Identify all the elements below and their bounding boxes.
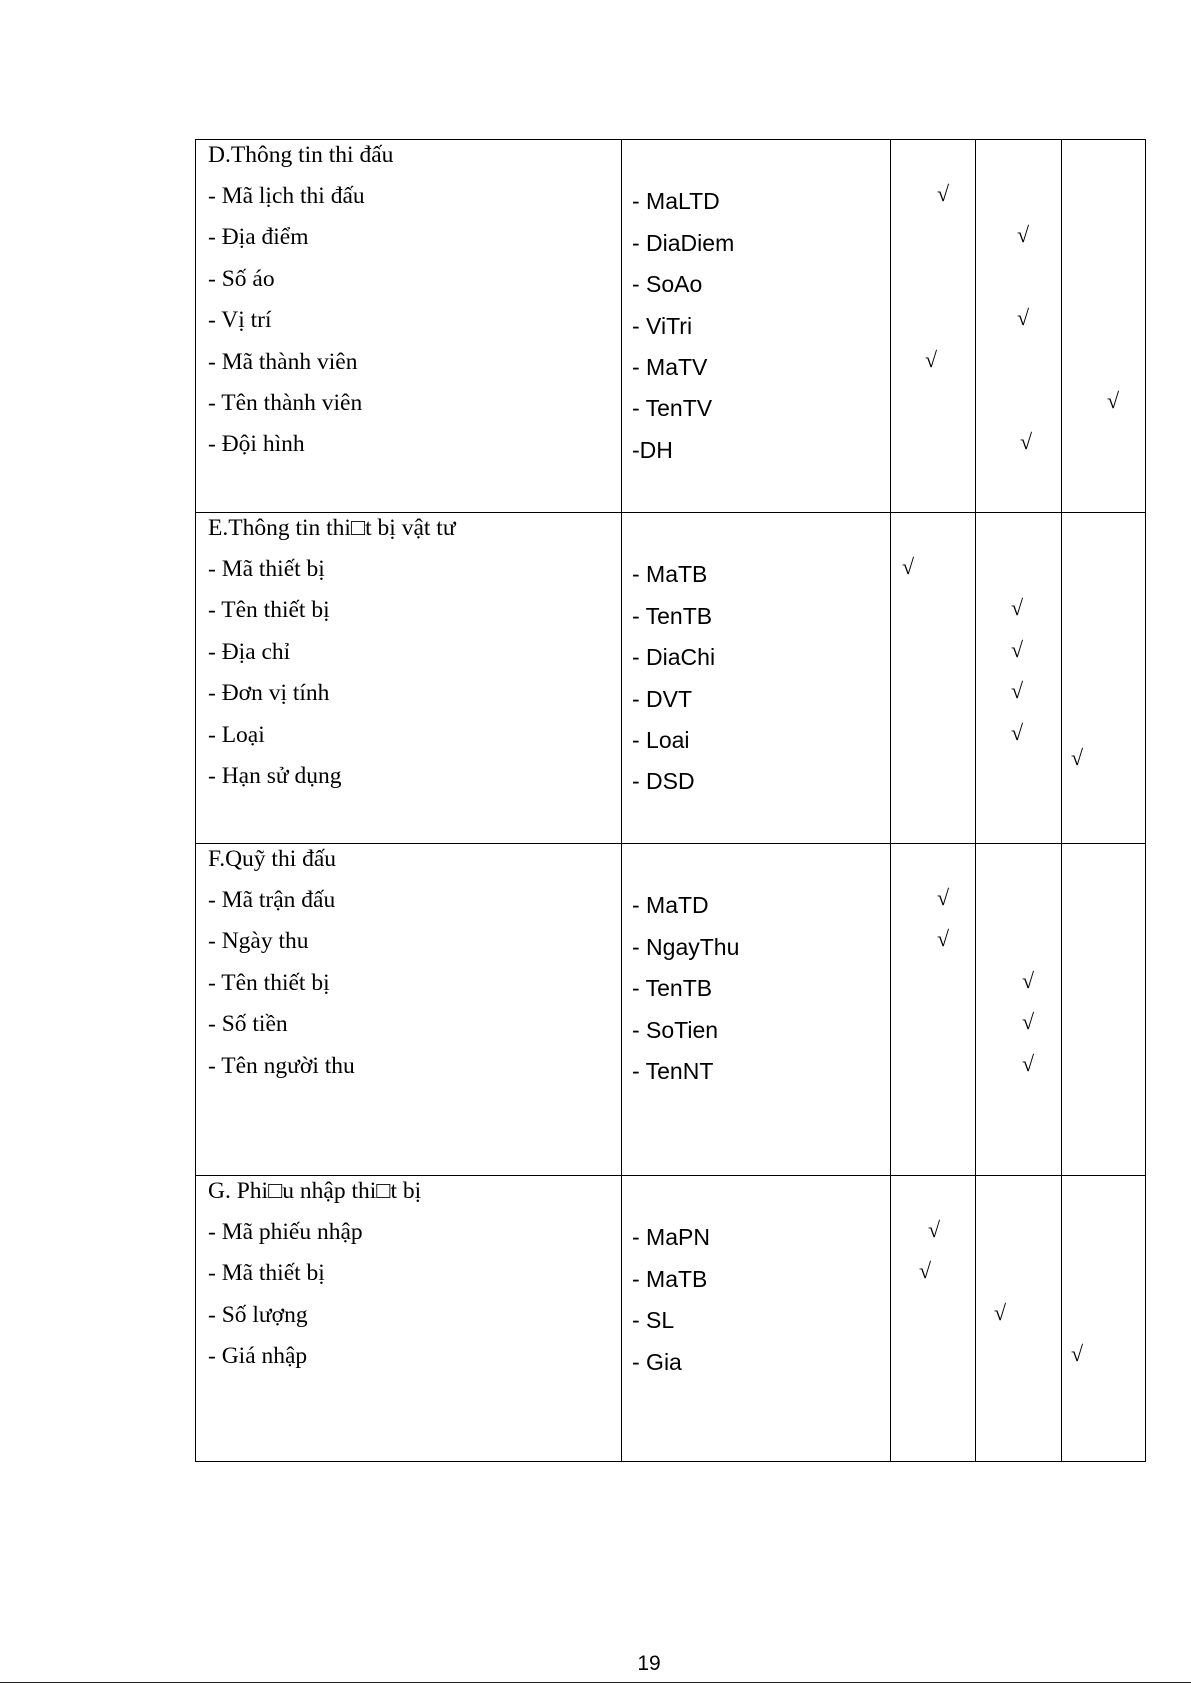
page-number: 19 bbox=[637, 1652, 661, 1675]
table-section bbox=[196, 844, 1145, 1176]
footer-rule bbox=[0, 1682, 1191, 1683]
check-mark: √ bbox=[1010, 678, 1024, 704]
check-mark: √ bbox=[1016, 305, 1030, 331]
field-label: - Số tiền bbox=[208, 1011, 288, 1038]
check-mark: √ bbox=[936, 181, 950, 206]
field-code: - DiaChi bbox=[632, 644, 716, 671]
table-section bbox=[196, 140, 1145, 513]
field-label: - Mã thiết bị bbox=[208, 556, 325, 582]
field-code: - DiaDiem bbox=[632, 229, 735, 256]
check-mark: √ bbox=[901, 554, 915, 579]
check-mark: √ bbox=[1070, 1341, 1084, 1367]
field-code: - DVT bbox=[632, 685, 693, 712]
field-label: - Tên thiết bị bbox=[208, 969, 330, 996]
field-label: - Hạn sử dụng bbox=[208, 763, 342, 789]
check-mark: √ bbox=[924, 346, 938, 372]
field-code: - SoAo bbox=[632, 271, 703, 298]
field-code: - Loai bbox=[632, 727, 690, 753]
check-mark: √ bbox=[927, 1217, 941, 1242]
field-code: - TenTB bbox=[632, 975, 713, 1002]
check-mark: √ bbox=[1019, 429, 1033, 455]
field-label: - Vị trí bbox=[208, 307, 272, 334]
field-code: -DH bbox=[632, 436, 673, 463]
field-code: - MaTB bbox=[632, 561, 708, 588]
attribute-table bbox=[195, 139, 1146, 1462]
field-code: - TenTV bbox=[632, 395, 713, 422]
check-mark: √ bbox=[936, 885, 950, 910]
field-label: - Địa chỉ bbox=[208, 638, 291, 665]
field-code: - MaLTD bbox=[632, 188, 720, 215]
table-section bbox=[196, 1176, 1145, 1461]
field-label: - Địa điểm bbox=[208, 224, 309, 251]
field-code: - SoTien bbox=[632, 1016, 719, 1043]
field-label: - Giá nhập bbox=[208, 1343, 308, 1370]
check-mark: √ bbox=[1010, 719, 1024, 745]
section-title: G. Phi□u nhập thi□t bị bbox=[208, 1178, 422, 1204]
field-code: - DSD bbox=[632, 768, 695, 795]
check-mark: √ bbox=[1010, 595, 1024, 621]
check-mark: √ bbox=[1010, 636, 1024, 662]
section-title: D.Thông tin thi đấu bbox=[208, 142, 394, 168]
field-label: - Tên thành viên bbox=[208, 390, 363, 416]
check-mark: √ bbox=[993, 1299, 1007, 1325]
field-code: - Gia bbox=[632, 1348, 682, 1375]
check-mark: √ bbox=[1016, 222, 1030, 248]
check-mark: √ bbox=[936, 926, 950, 952]
field-label: - Mã thành viên bbox=[208, 348, 358, 375]
field-label: - Ngày thu bbox=[208, 928, 309, 955]
field-code: - ViTri bbox=[632, 312, 693, 339]
section-title: F.Quỹ thi đấu bbox=[208, 846, 337, 872]
field-label: - Mã thiết bị bbox=[208, 1260, 325, 1287]
field-label: - Mã trận đấu bbox=[208, 887, 336, 913]
field-label: - Mã lịch thi đấu bbox=[208, 183, 365, 209]
field-code: - MaTB bbox=[632, 1265, 708, 1292]
field-label: - Số áo bbox=[208, 265, 275, 292]
check-mark: √ bbox=[1070, 745, 1084, 770]
field-label: - Tên người thu bbox=[208, 1052, 355, 1079]
field-label: - Mã phiếu nhập bbox=[208, 1219, 363, 1245]
check-mark: √ bbox=[1021, 1009, 1035, 1035]
field-code: - MaPN bbox=[632, 1224, 710, 1251]
field-code: - NgayThu bbox=[632, 933, 740, 960]
check-mark: √ bbox=[918, 1258, 932, 1284]
check-mark: √ bbox=[1021, 967, 1035, 993]
section-title: E.Thông tin thi□t bị vật tư bbox=[208, 515, 456, 541]
field-code: - TenNT bbox=[632, 1058, 714, 1084]
field-label: - Đội hình bbox=[208, 431, 305, 458]
field-code: - MaTV bbox=[632, 354, 708, 380]
field-label: - Đơn vị tính bbox=[208, 680, 330, 707]
check-mark: √ bbox=[1021, 1050, 1035, 1076]
field-code: - TenTB bbox=[632, 602, 713, 629]
check-mark: √ bbox=[1106, 388, 1120, 413]
field-code: - SL bbox=[632, 1307, 675, 1334]
field-code: - MaTD bbox=[632, 892, 709, 919]
field-label: - Loại bbox=[208, 721, 265, 748]
field-label: - Số lượng bbox=[208, 1301, 308, 1328]
table-section bbox=[196, 513, 1145, 844]
field-label: - Tên thiết bị bbox=[208, 597, 330, 624]
